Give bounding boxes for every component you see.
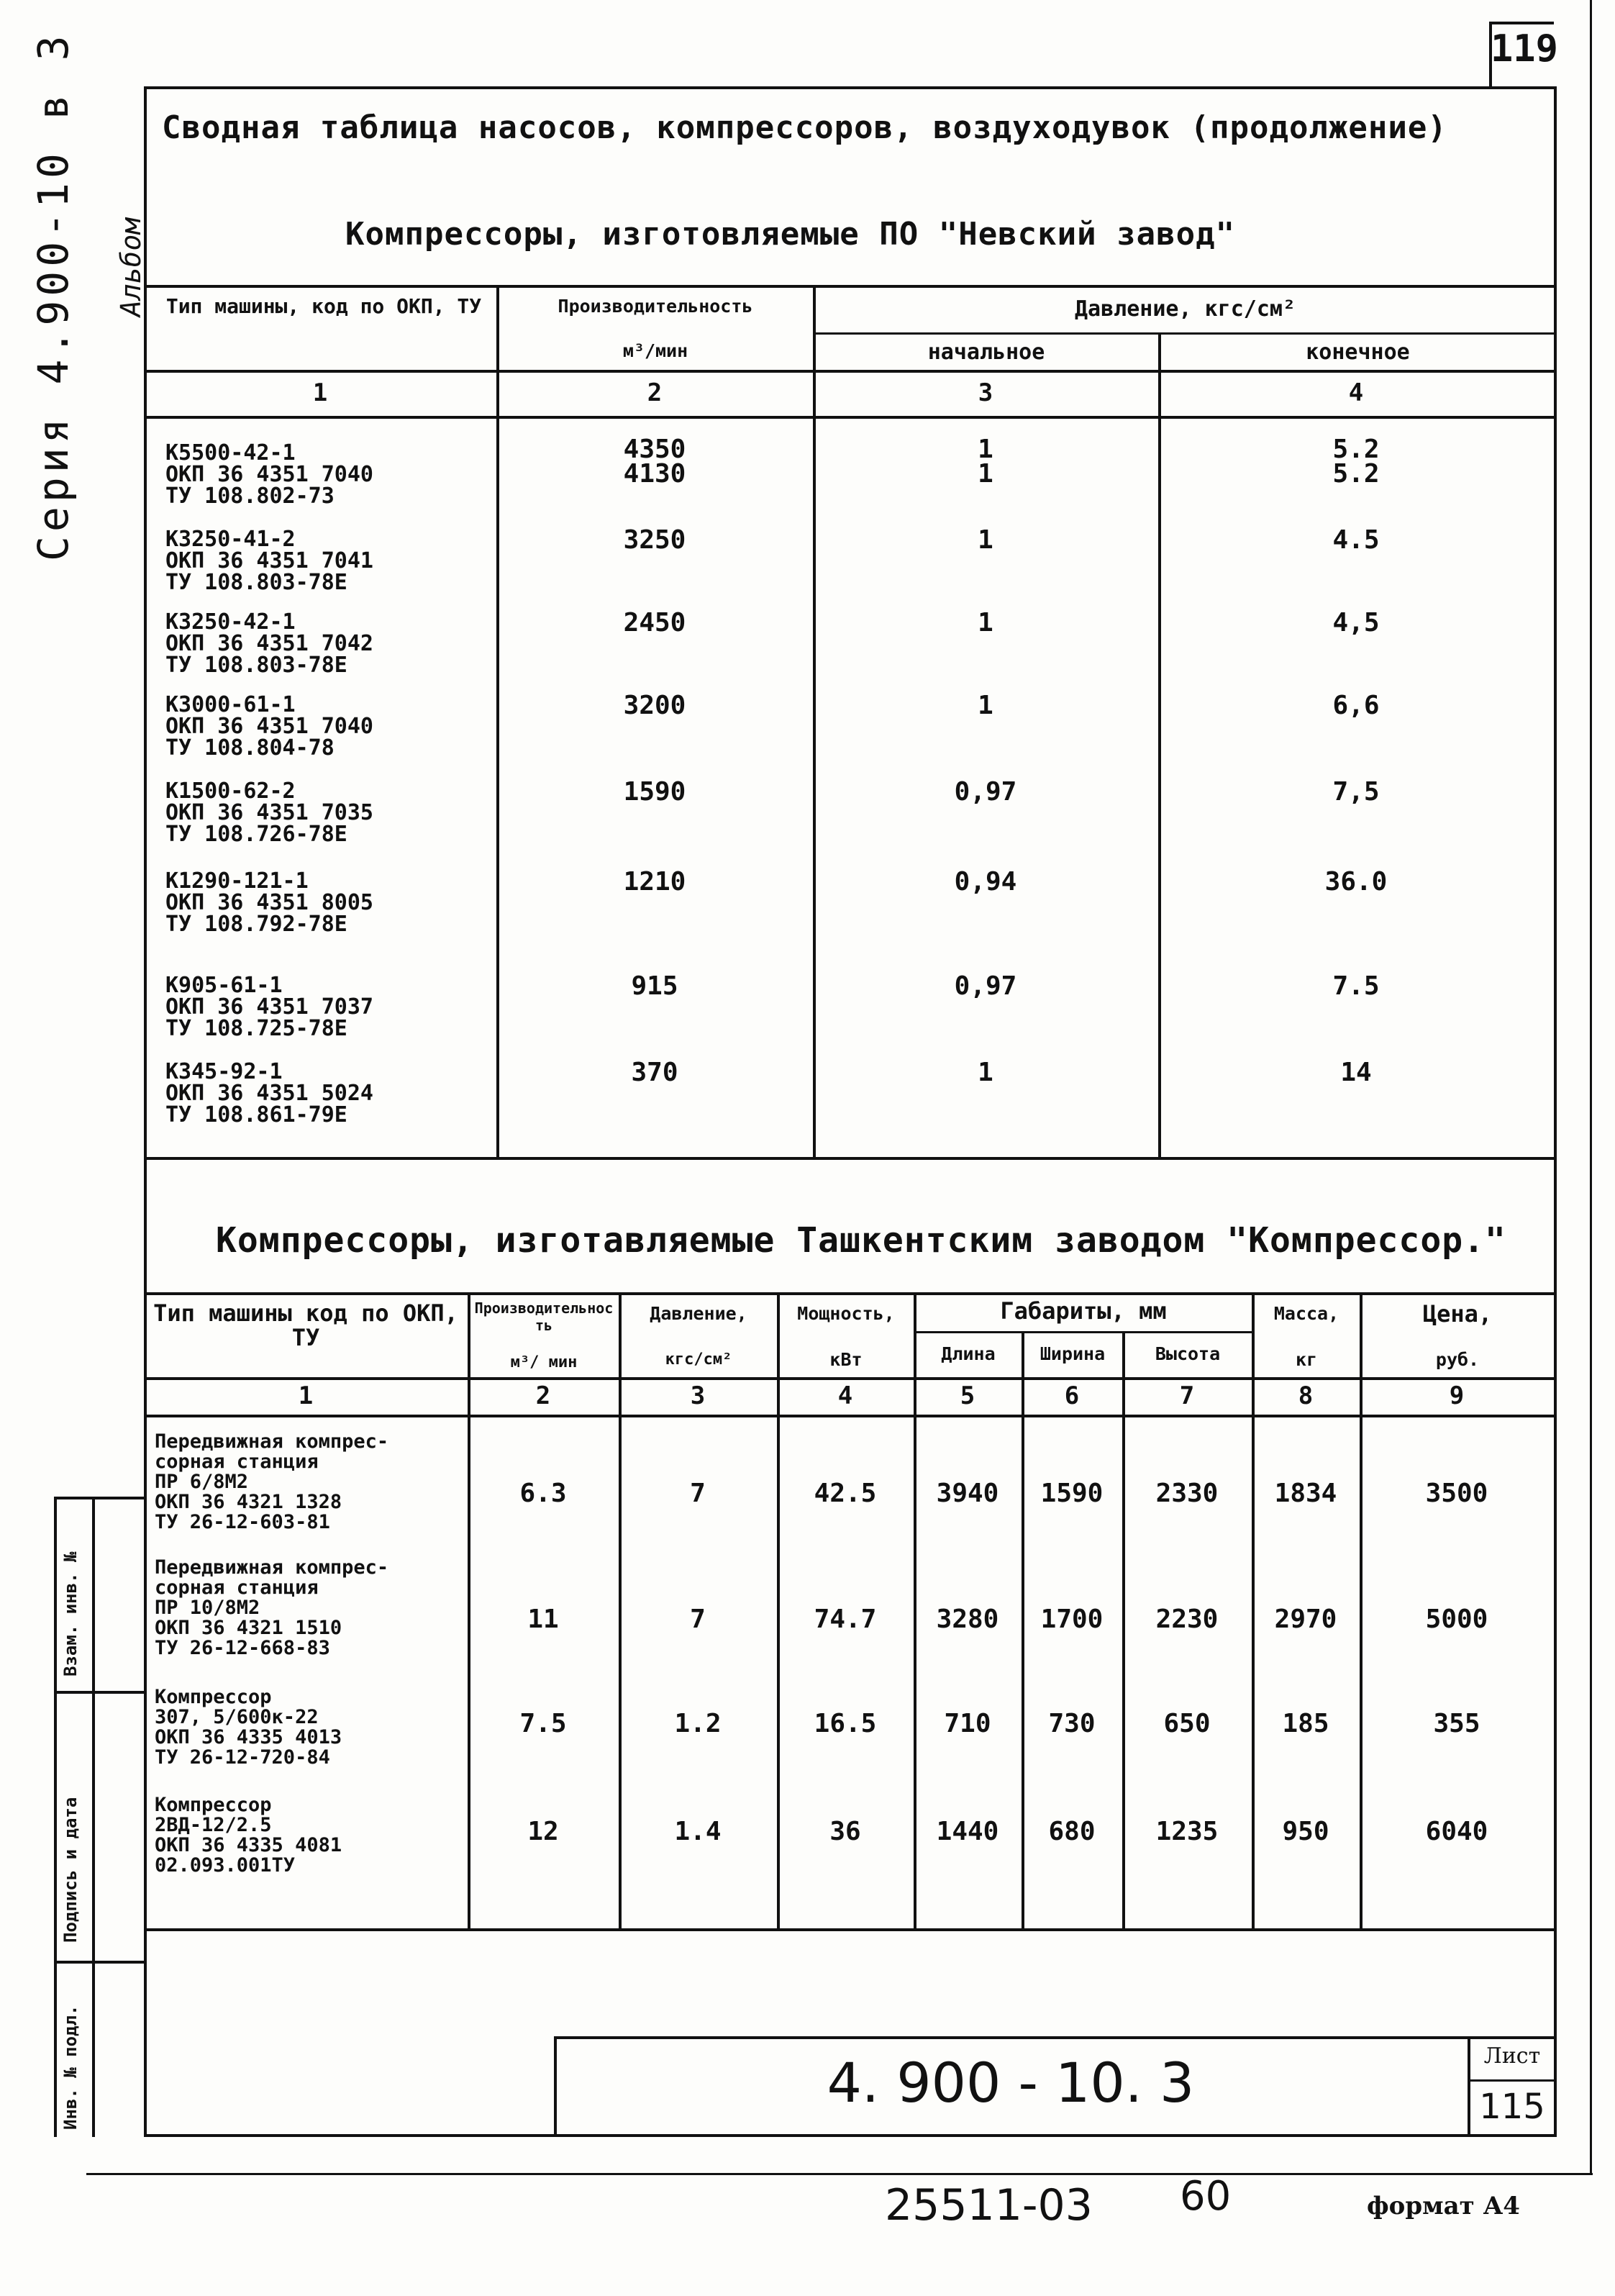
s1-row-pend: 6,6 <box>1332 691 1380 720</box>
s1-colnum: 3 <box>978 378 993 407</box>
s1-colnum: 1 <box>312 378 328 407</box>
s2-colnum: 7 <box>1179 1381 1195 1410</box>
s2-header-pressure: Давление, <box>650 1303 747 1324</box>
s1-row-pstart: 0,94 <box>954 867 1017 897</box>
s2-row-height: 1235 <box>1155 1817 1219 1846</box>
s2-row-mass: 950 <box>1282 1817 1329 1846</box>
s2-row-name: Компрессор 2ВД-12/2.5 ОКП 36 4335 4081 02.093.001ТУ <box>155 1794 342 1877</box>
s1-row-name: К3250-42-1 ОКП 36 4351 7042 ТУ 108.803-78Е <box>165 609 373 678</box>
s2-row-mass: 1834 <box>1274 1479 1337 1508</box>
s2-row-height: 2330 <box>1155 1479 1219 1508</box>
s2-colnum: 2 <box>535 1381 551 1410</box>
s1-colnum: 4 <box>1348 378 1364 407</box>
s2-header-mass-unit: кг <box>1295 1349 1318 1370</box>
s2-header-type: Тип машины код по ОКП, ТУ <box>153 1299 458 1351</box>
s1-row-flow: 2450 <box>623 608 686 637</box>
s2-row-power: 42.5 <box>814 1479 877 1508</box>
sheet-label: Лист <box>1483 2043 1541 2069</box>
s1-row-flow: 4350 4130 <box>623 435 686 489</box>
s1-header-end: конечное <box>1306 340 1410 365</box>
s2-colnum: 6 <box>1064 1381 1080 1410</box>
s1-row-pstart: 0,97 <box>954 971 1017 1001</box>
s2-row-price: 3500 <box>1425 1479 1488 1508</box>
s2-colnum: 1 <box>298 1381 314 1410</box>
stamp-signature-date: Подпись и дата <box>60 1797 81 1943</box>
s1-row-flow: 3200 <box>623 691 686 720</box>
s1-row-name: К3250-41-2 ОКП 36 4351 7041 ТУ 108.803-78Е <box>165 527 373 595</box>
s1-header-start: начальное <box>927 340 1045 365</box>
s1-row-pend: 36.0 <box>1324 867 1388 897</box>
corner-page-number: 119 <box>1491 27 1558 71</box>
s1-row-pstart: 1 <box>978 608 993 637</box>
signature-note: Альбом <box>115 217 147 317</box>
s2-row-power: 36 <box>829 1817 861 1846</box>
s1-row-pend: 5.2 5.2 <box>1332 435 1380 489</box>
s2-header-flow-unit: м³/ мин <box>510 1353 578 1371</box>
s2-colnum: 9 <box>1449 1381 1465 1410</box>
s1-row-name: К1290-121-1 ОКП 36 4351 8005 ТУ 108.792-78Е <box>165 868 373 937</box>
s2-header-pressure-unit: кгс/см² <box>665 1351 732 1369</box>
s2-row-flow: 12 <box>527 1817 559 1846</box>
s2-header-flow: Производительность <box>474 1299 614 1334</box>
s2-row-mass: 2970 <box>1274 1605 1337 1634</box>
s2-header-price: Цена, <box>1422 1300 1493 1328</box>
s1-row-name: К5500-42-1 ОКП 36 4351 7040 ТУ 108.802-73 <box>165 440 373 509</box>
s2-row-flow: 6.3 <box>519 1479 567 1508</box>
s2-row-width: 680 <box>1048 1817 1096 1846</box>
s2-row-mass: 185 <box>1282 1709 1329 1738</box>
s2-row-flow: 11 <box>527 1605 559 1634</box>
s1-row-pstart: 1 <box>978 691 993 720</box>
s1-row-name: К345-92-1 ОКП 36 4351 5024 ТУ 108.861-79Е <box>165 1059 373 1127</box>
s1-row-pend: 14 <box>1340 1058 1372 1087</box>
s2-row-height: 2230 <box>1155 1605 1219 1634</box>
s2-row-width: 730 <box>1048 1709 1096 1738</box>
s2-row-length: 3940 <box>936 1479 999 1508</box>
s1-row-pend: 4.5 <box>1332 525 1380 555</box>
s1-row-flow: 915 <box>631 971 678 1001</box>
s1-header-pressure: Давление, кгс/см² <box>1074 296 1296 322</box>
s1-row-pend: 7.5 <box>1332 971 1380 1001</box>
s2-row-price: 355 <box>1433 1709 1480 1738</box>
s2-row-name: Передвижная компрес- сорная станция ПР 6/8М2 ОКП 36 4321 1328 ТУ 26-12-603-81 <box>155 1430 389 1533</box>
section1-title: Компрессоры, изготовляемые ПО "Невский завод" <box>345 216 1236 253</box>
s1-header-flow: Производительность <box>558 296 753 317</box>
s1-row-pstart: 1 <box>978 525 993 555</box>
s2-colnum: 4 <box>837 1381 853 1410</box>
s2-row-power: 16.5 <box>814 1709 877 1738</box>
s2-row-width: 1700 <box>1040 1605 1104 1634</box>
s1-row-flow: 1210 <box>623 867 686 897</box>
s1-row-pend: 4,5 <box>1332 608 1380 637</box>
s1-row-pstart: 1 <box>978 1058 993 1087</box>
s2-row-power: 74.7 <box>814 1605 877 1634</box>
s2-row-length: 1440 <box>936 1817 999 1846</box>
s2-row-pressure: 7 <box>690 1479 706 1508</box>
series-label: Серия 4.900-10 в 3 <box>29 31 78 561</box>
format-label: формат А4 <box>1367 2192 1520 2220</box>
s2-row-price: 5000 <box>1425 1605 1488 1634</box>
s2-row-height: 650 <box>1163 1709 1211 1738</box>
s2-header-dims: Габариты, мм <box>1000 1297 1167 1325</box>
document-code: 4. 900 - 10. 3 <box>827 2051 1195 2115</box>
stamp-replace-inv: Взам. инв. № <box>60 1551 81 1676</box>
s2-header-length: Длина <box>941 1343 996 1364</box>
bottom-page: 60 <box>1180 2173 1232 2220</box>
stamp-inv-original: Инв. № подл. <box>60 2005 81 2130</box>
s1-row-pstart: 0,97 <box>954 777 1017 807</box>
s2-row-pressure: 1.2 <box>674 1709 722 1738</box>
s2-row-name: Передвижная компрес- сорная станция ПР 10/8М2 ОКП 36 4321 1510 ТУ 26-12-668-83 <box>155 1556 389 1659</box>
s2-row-length: 710 <box>944 1709 991 1738</box>
s2-colnum: 3 <box>690 1381 706 1410</box>
s1-row-name: К1500-62-2 ОКП 36 4351 7035 ТУ 108.726-78Е <box>165 779 373 847</box>
s2-row-flow: 7.5 <box>519 1709 567 1738</box>
s1-row-pstart: 1 1 <box>978 435 993 489</box>
s1-row-pend: 7,5 <box>1332 777 1380 807</box>
s2-header-mass: Масса, <box>1273 1303 1339 1324</box>
s2-header-width: Ширина <box>1039 1343 1106 1364</box>
s2-header-power: Мощность, <box>797 1303 895 1324</box>
section2-title: Компрессоры, изготавляемые Ташкентским заводом "Компрессор." <box>216 1220 1506 1261</box>
bottom-number: 25511-03 <box>885 2180 1093 2231</box>
s1-header-flow-unit: м³/мин <box>622 340 688 361</box>
s1-row-flow: 3250 <box>623 525 686 555</box>
s1-header-type: Тип машины, код по ОКП, ТУ <box>165 294 482 318</box>
s1-row-name: К3000-61-1 ОКП 36 4351 7040 ТУ 108.804-78 <box>165 692 373 761</box>
main-title: Сводная таблица насосов, компрессоров, воздуходувок (продолжение) <box>162 109 1447 146</box>
s2-colnum: 5 <box>960 1381 975 1410</box>
s1-row-flow: 370 <box>631 1058 678 1087</box>
s2-row-width: 1590 <box>1040 1479 1104 1508</box>
s2-row-name: Компрессор 307, 5/600к-22 ОКП 36 4335 4013 ТУ 26-12-720-84 <box>155 1686 342 1769</box>
s2-colnum: 8 <box>1298 1381 1314 1410</box>
s1-colnum: 2 <box>647 378 663 407</box>
s2-row-length: 3280 <box>936 1605 999 1634</box>
s2-header-height: Высота <box>1155 1343 1221 1364</box>
s2-header-price-unit: руб. <box>1435 1349 1480 1370</box>
s2-row-pressure: 1.4 <box>674 1817 722 1846</box>
s2-row-pressure: 7 <box>690 1605 706 1634</box>
s2-row-price: 6040 <box>1425 1817 1488 1846</box>
sheet-number: 115 <box>1479 2087 1545 2127</box>
s1-row-name: К905-61-1 ОКП 36 4351 7037 ТУ 108.725-78Е <box>165 973 373 1041</box>
s1-row-flow: 1590 <box>623 777 686 807</box>
s2-header-power-unit: кВт <box>829 1349 863 1370</box>
